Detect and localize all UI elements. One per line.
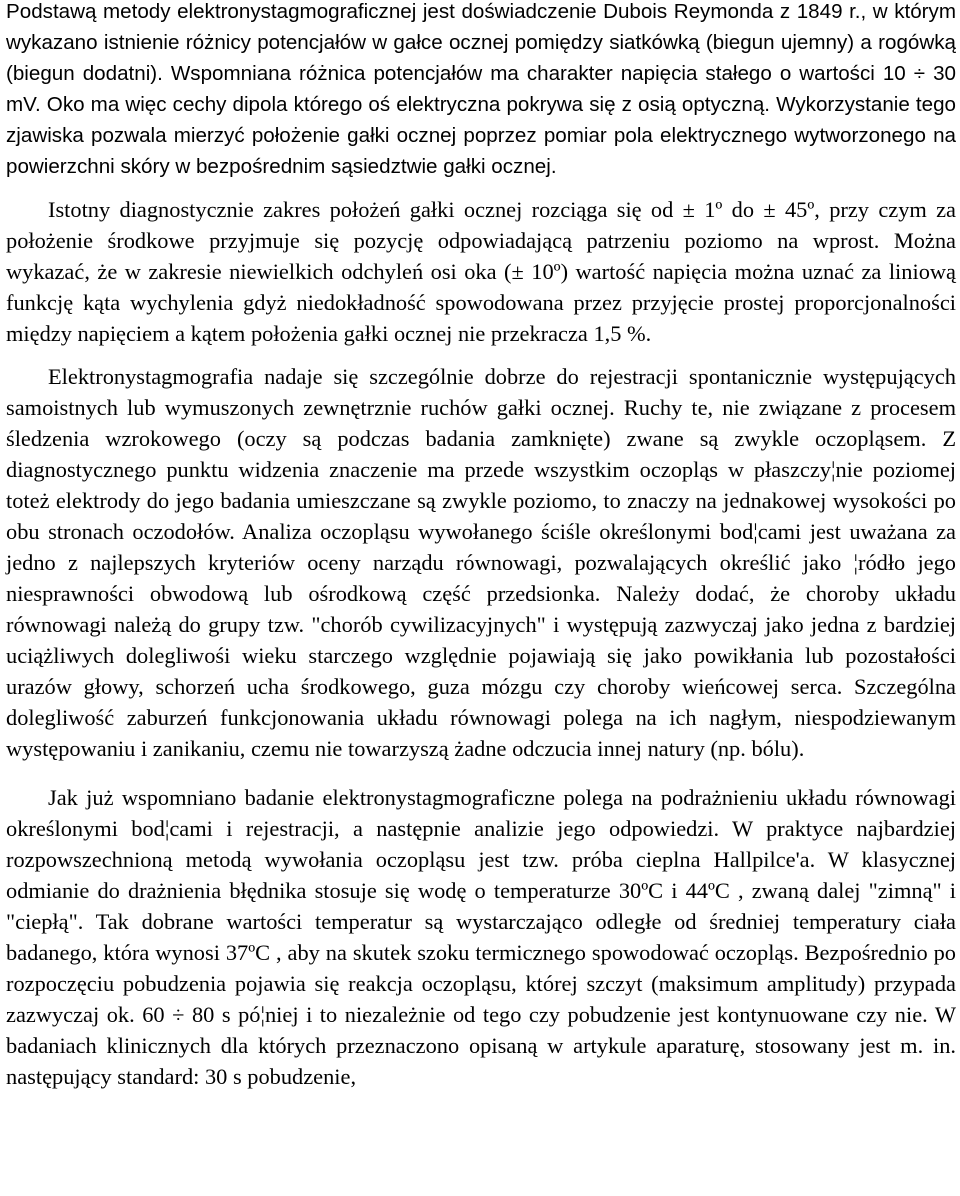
paragraph-gap [6,764,956,782]
paragraph-diagnostic-range: Istotny diagnostycznie zakres położeń gałki ocznej rozciąga się od ± 1º do ± 45º, przy czym za położenie środkowe przyjmuje się pozycję odpowiadającą patrzeniu poziomo na wprost. Można wykazać, że w zakresie niewielkich odchyleń osi oka (± 10º) wartość napięcia można uznać za liniową funkcję kąta wychylenia gdyż niedokładność spowodowana przez przyjęcie prostej proporcjonalności między napięciem a kątem położenia gałki ocznej nie przekracza 1,5 %. [6,197,956,346]
paragraph-gap [6,349,956,361]
paragraph-caloric-test: Jak już wspomniano badanie elektronystagmograficzne polega na podrażnieniu układu równowagi określonymi bod¦cami i rejestracji, a następnie analizie jego odpowiedzi. W praktyce najbardziej rozpowszechnioną metodą wywołania oczopląsu jest tzw. próba cieplna Hallpilce'a. W klasycznej odmianie do drażnienia błędnika stosuje się wodę o temperaturze 30ºC i 44ºC , zwaną dalej "zimną" i "ciepłą". Tak dobrane wartości temperatur są wystarczająco odległe od średniej temperatury ciała badanego, która wynosi 37ºC , aby na skutek szoku termicznego spowodować oczopląs. Bezpośrednio po rozpoczęciu pobudzenia pojawia się reakcja oczopląsu, której szczyt (maksimum amplitudy) przypada zazwyczaj ok. 60 ÷ 80 s pó¦niej i to niezależnie od tego czy pobudzenie jest kontynuowane czy nie. W badaniach klinicznych dla których przeznaczono opisaną w artykule aparaturę, stosowany jest m. in. następujący standard: 30 s pobudzenie, [6,785,956,1089]
paragraph-gap [6,182,956,194]
paragraph-dipole-principle: Podstawą metody elektronystagmograficznej jest doświadczenie Dubois Reymonda z 1849 r., w którym wykazano istnienie różnicy potencjałów w gałce ocznej pomiędzy siatkówką (biegun ujemny) a rogówką (biegun dodatni). Wspomniana różnica potencjałów ma charakter napięcia stałego o wartości 10 ÷ 30 mV. Oko ma więc cechy dipola którego oś elektryczna pokrywa się z osią optyczną. Wykorzystanie tego zjawiska pozwala mierzyć położenie gałki ocznej poprzez pomiar pola elektrycznego wytworzonego na powierzchni skóry w bezpośrednim sąsiedztwie gałki ocznej. [6,0,956,178]
paragraph-nystagmus: Elektronystagmografia nadaje się szczególnie dobrze do rejestracji spontanicznie występujących samoistnych lub wymuszonych zewnętrznie ruchów gałki ocznej. Ruchy te, nie związane z procesem śledzenia wzrokowego (oczy są podczas badania zamknięte) zwane są zwykle oczopląsem. Z diagnostycznego punktu widzenia znaczenie ma przede wszystkim oczopląs w płaszczy¦nie poziomej toteż elektrody do jego badania umieszczane są zwykle poziomo, to znaczy na jednakowej wysokości po obu stronach oczodołów. Analiza oczopląsu wywołanego ściśle określonymi bod¦cami jest uważana za jedno z najlepszych kryteriów oceny narządu równowagi, pozwalających określić jako ¦ródło jego niesprawności obwodową lub ośrodkową część przedsionka. Należy dodać, że choroby układu równowagi należą do grupy tzw. "chorób cywilizacyjnych" i występują zazwyczaj jako jedna z bardziej uciążliwych dolegliwośi wieku starczego względnie pojawiają się jako powikłania lub pozostałości urazów głowy, schorzeń ucha środkowego, guza mózgu czy choroby wieńcowej serca. Szczególna dolegliwość zaburzeń funkcjonowania układu równowagi polega na ich nagłym, niespodziewanym występowaniu i zanikaniu, czemu nie towarzyszą żadne odczucia innej natury (np. bólu). [6,364,956,761]
